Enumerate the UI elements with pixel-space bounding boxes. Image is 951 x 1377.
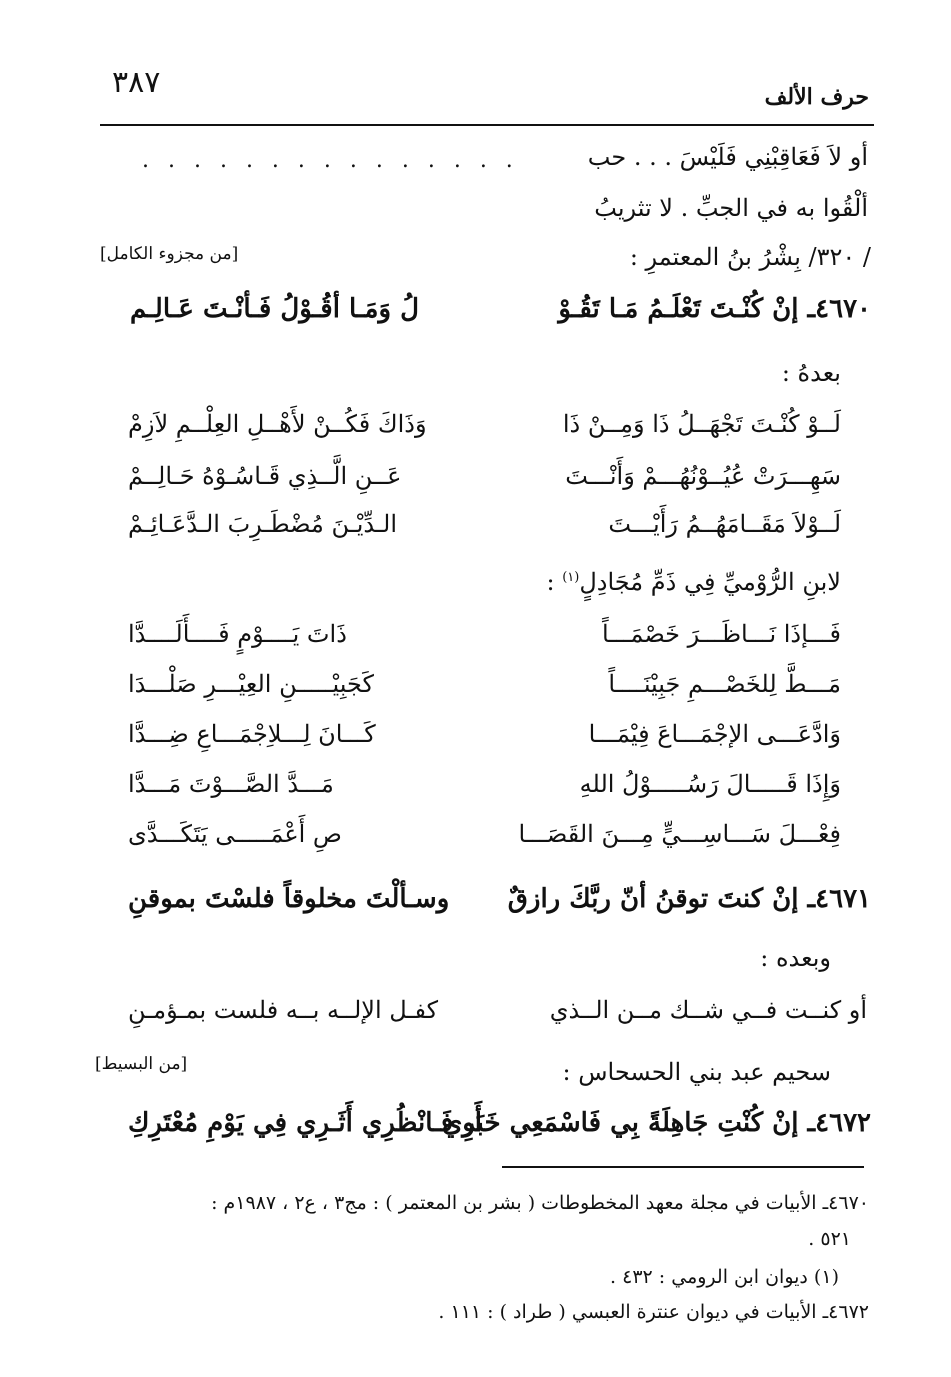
header-rule — [100, 124, 874, 126]
couplet-left: وَذَاكَ فَكُــنْ لأَهْــلِ العِلْــمِ لاَزِمْ — [128, 410, 427, 438]
footnote-line: (١) ديوان ابن الرومي : ٤٣٢ . — [610, 1266, 839, 1288]
verse-4671-right: ٤٦٧١ـ إنْ كنتَ توقنُ أنّ ربَّكَ رازقٌ — [507, 884, 871, 914]
verse-4672-right: ٤٦٧٢ـ إنْ كُنْتِ جَاهِلَةً بِي فَاسْمَعِي خَبَرِي — [441, 1108, 871, 1138]
page-number: ٣٨٧ — [112, 65, 161, 100]
footnote-line: ٥٢١ . — [808, 1228, 851, 1250]
couplet-right: فَـــإذَا نَـــاظَـــرَ خَصْمَـــاً — [602, 620, 841, 648]
verse-4671-left: وسـألْتَ مخلوقاً فلسْتَ بموقنِ — [128, 884, 450, 914]
couplet-right: وَادَّعَـــى الإجْمَـــاعَ فِيْمَـــا — [588, 720, 841, 748]
couplet-right: فِعْـــلَ سَـــاسِـــيٍّ مِـــنَ القَصَـــا — [518, 820, 841, 848]
section-title: حرف الألف — [764, 84, 869, 110]
couplet-left: كفـل الإلــه بــه فلست بمـؤمـنِ — [128, 996, 439, 1024]
couplet-left: عَــنِ الَّــذِي قَـاسُـوْهُ حَـالِــمْ — [128, 462, 402, 490]
verse-4672-left: أَو فَـانْظُرِي أَثَـرِي فِي يَوْمِ مُعْتَرِكِ — [128, 1108, 482, 1138]
meter-label: [من مجزوء الكامل] — [100, 244, 239, 264]
footnote-rule — [502, 1166, 864, 1168]
after-label: وبعده : — [760, 944, 831, 972]
intro-colon: : — [546, 568, 555, 596]
verse-line: أو لاَ فَعَاقِبْنِي فَلَيْسَ . . . حب — [587, 143, 868, 171]
couplet-left: ذَاتَ يَــــوْمٍ فَــــأَلَــــدَّا — [128, 620, 347, 648]
footnote-line: ٤٦٧٢ـ الأبيات في ديوان عنترة العبسي ( طراد ) : ١١١ . — [438, 1301, 869, 1323]
intro-text: لابنِ الرُّوْميِّ فِي ذَمِّ مُجَادِلٍ — [579, 568, 841, 596]
couplet-right: لَــوْلاَ مَقَــامَهُــمُ رَأَيْـــتَ — [608, 510, 841, 538]
footnote-line: ٤٦٧٠ـ الأبيات في مجلة معهد المخطوطات ( بشر بن المعتمر ) : مج٣ ، ع٢ ، ١٩٨٧م : — [211, 1192, 869, 1214]
couplet-right: أو كنــت فــي شــك مــن الــذي — [549, 996, 867, 1024]
couplet-left: الـدِّيْـنَ مُضْطَـرِبَ الـدَّعَـائِـمْ — [128, 510, 398, 538]
verse-4670-right: ٤٦٧٠ـ إنْ كُنْـتَ تَعْلَـمُ مَـا تَقُـوْ — [558, 294, 871, 324]
poet-heading: / ٣٢٠/ بِشْرُ بنُ المعتمرِ : — [629, 243, 871, 271]
intro-line — [546, 570, 841, 594]
poet-heading: سحيم عبد بني الحسحاس : — [562, 1058, 831, 1086]
couplet-right: لَــوْ كُنْـتَ تَجْهَــلُ ذَا وَمِــنْ ذَا — [562, 410, 841, 438]
verse-line: ألْقُوا به في الجبِّ . لا تثريبُ — [594, 194, 868, 222]
verse-4670-left: لُ وَمَـا أقُـوْلُ فَـأنْـتَ عَـالِـم — [130, 294, 419, 324]
couplet-left: صِ أَعْمَـــــى يَتَكَـــدَّى — [128, 820, 342, 848]
couplet-left: مَـــدَّ الصَّـــوْتَ مَـــدَّا — [128, 770, 334, 798]
meter-label: [من البسيط] — [95, 1054, 188, 1074]
after-label: بعدهُ : — [781, 359, 841, 387]
ellipsis-dots: . . . . . . . . . . . . . . . — [142, 148, 519, 173]
footnote-marker: (١) — [562, 570, 580, 585]
couplet-left: كَجَبِيْـــــنِ العِيْـــرِ صَلْـــدَا — [128, 670, 374, 698]
couplet-right: مَـــطَّ لِلخَصْـــمِ جَبِيْنَــــاً — [608, 670, 841, 698]
couplet-right: وَإِذَا قَـــــالَ رَسُـــــوْلُ اللهِ — [579, 770, 841, 798]
couplet-left: كَـــانَ لِـــلاِجْمَـــاعِ ضِـــدَّا — [128, 720, 376, 748]
couplet-right: سَهِـــرَتْ عُيُــوْنُهُـــمْ وَأَنْـــتَ — [565, 462, 841, 490]
